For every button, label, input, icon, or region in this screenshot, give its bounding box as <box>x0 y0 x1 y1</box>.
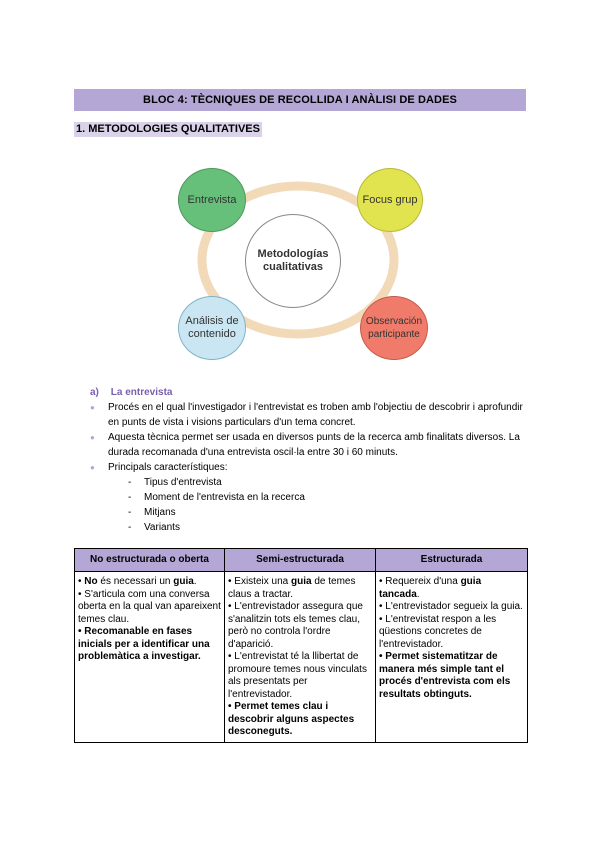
bullet-item: ● Aquesta tècnica permet ser usada en diversos punts de la recerca amb finalitats diversos. La durada recomanada d'una entrevista oscil·la entre 30 i 60 minuts. <box>90 430 530 460</box>
node-observacion-participante: Observación participante <box>360 296 428 360</box>
cell-line: • L'entrevistat respon a les qüestions concretes de l'entrevistador. <box>379 613 497 650</box>
text: . <box>416 588 420 600</box>
text-bold: • Permet temes clau i descobrir alguns aspectes desconeguts. <box>228 701 355 737</box>
cell-line <box>78 576 221 589</box>
cell-no-estructurada <box>75 572 225 743</box>
cell-line <box>379 576 524 601</box>
text-bold: guia <box>173 576 194 587</box>
section-title: 1. METODOLOGIES QUALITATIVES <box>76 123 260 135</box>
header-no-estructurada: No estructurada o oberta <box>75 549 225 572</box>
bloc-title: BLOC 4: TÈCNIQUES DE RECOLLIDA I ANÀLISI DE DADES <box>74 89 526 111</box>
node-analisis-contenido: Análisis de contenido <box>178 296 246 360</box>
feature-item: - Variants <box>90 520 530 535</box>
bullet-item: ● Principals característiques: <box>90 460 530 475</box>
text: • <box>78 576 85 587</box>
subsection-heading <box>90 385 530 400</box>
feature-item: - Moment de l'entrevista en la recerca <box>90 490 530 505</box>
node-entrevista: Entrevista <box>178 168 246 232</box>
interview-types-table <box>74 548 528 743</box>
text: • Requereix d'una <box>379 576 461 587</box>
feature-item: - Mitjans <box>90 505 530 520</box>
feature-item: - Tipus d'entrevista <box>90 475 530 490</box>
entrevista-section <box>90 385 530 535</box>
text-bold: guia tancada <box>379 576 482 600</box>
header-semi-estructurada: Semi-estructurada <box>225 549 376 572</box>
text: • Existeix una <box>228 576 291 587</box>
text-bold: • Permet sistematitzar de manera més simple tant el procés d'entrevista com els resultats obtinguts. <box>379 651 511 700</box>
header-estructurada: Estructurada <box>376 549 528 572</box>
cell-estructurada <box>376 572 528 743</box>
cell-line <box>78 626 221 664</box>
subsection-title: La entrevista <box>110 387 173 398</box>
text: de temes claus a tractar. <box>228 576 356 600</box>
cell-line: • L'entrevistador assegura que s'analitzin tots els temes clau, però no controla l'ordre d'aparició. <box>228 601 363 650</box>
subsection-label: a) <box>90 387 99 398</box>
text-bold: No <box>84 576 98 587</box>
text-bold: • Recomanable en fases inicials per a identificar una problemàtica a investigar. <box>78 626 210 662</box>
text: és necessari un <box>97 576 174 587</box>
cell-line: • L'entrevistador segueix la guia. <box>379 601 523 612</box>
text-bold: guia <box>290 576 312 587</box>
cell-line <box>228 701 372 739</box>
node-focus-grup: Focus grup <box>357 168 423 232</box>
cell-line: • S'articula com una conversa oberta en la qual van apareixent temes clau. <box>78 588 221 625</box>
methodologies-diagram <box>170 160 440 360</box>
cell-line <box>228 576 372 601</box>
text: . <box>193 576 197 587</box>
node-metodologias-cualitativas: Metodologías cualitativas <box>245 214 341 308</box>
cell-line: • L'entrevistat té la llibertat de promoure temes nous vinculats als presentats per l'entrevistador. <box>228 651 367 700</box>
cell-semi-estructurada <box>225 572 376 743</box>
cell-line <box>379 651 524 701</box>
bullet-item: ● Procés en el qual l'investigador i l'entrevistat es troben amb l'objectiu de descobrir i aprofundir en punts de vista i visions particulars d'un tema concret. <box>90 400 530 430</box>
